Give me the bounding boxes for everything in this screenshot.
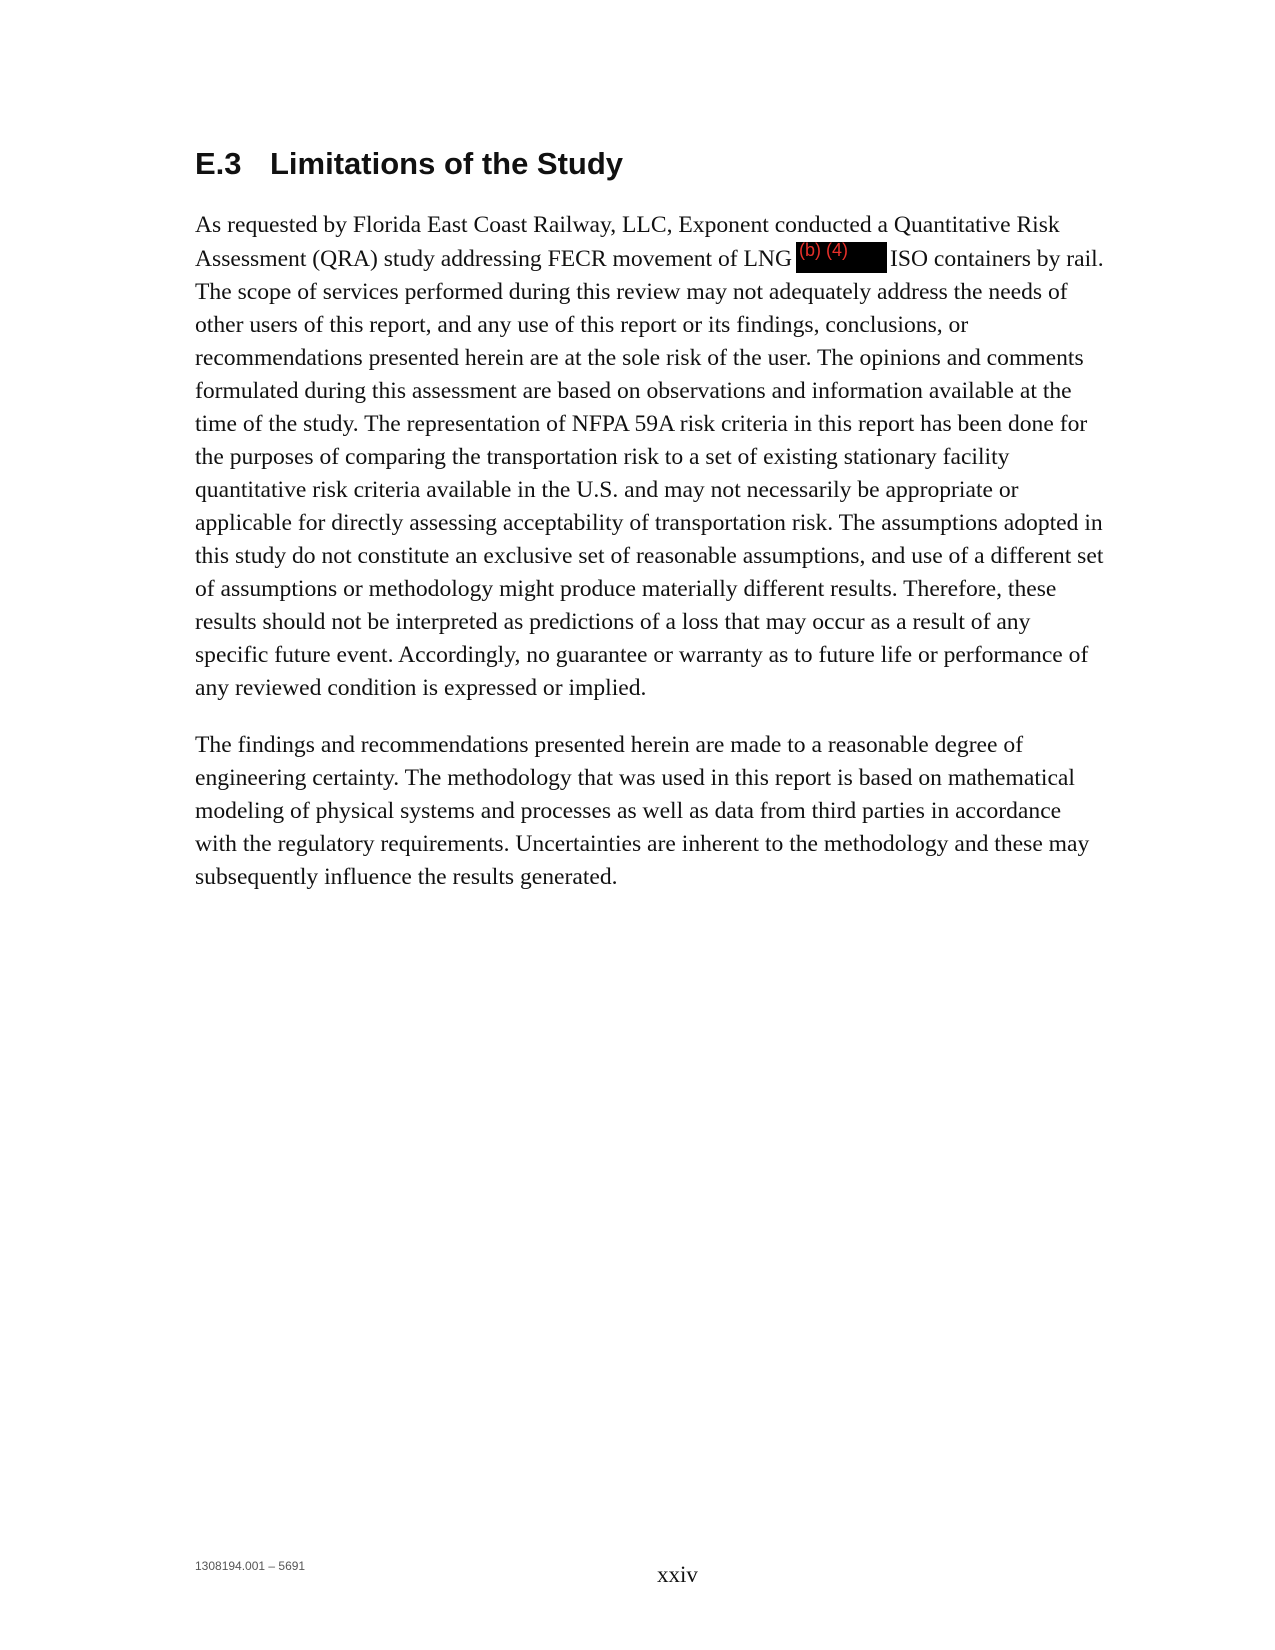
line-text: Assessment (QRA) study addressing FECR movement of LNG (195, 246, 793, 272)
redaction-code: (b) (4) (799, 240, 849, 260)
paragraph-line: quantitative risk criteria available in the U.S. and may not necessarily be appropriate or (195, 477, 1019, 503)
paragraph-line: formulated during this assessment are based on observations and information available at the (195, 378, 1072, 404)
paragraph-line: the purposes of comparing the transportation risk to a set of existing stationary facility (195, 444, 1010, 470)
paragraph-line: of assumptions or methodology might produce materially different results. Therefore, these (195, 576, 1057, 602)
document-number: 1308194.001 – 5691 (195, 1559, 306, 1573)
section-heading (195, 146, 623, 182)
paragraph-line: modeling of physical systems and processes as well as data from third parties in accordance (195, 798, 1062, 824)
paragraph-line: specific future event. Accordingly, no guarantee or warranty as to future life or performance of (195, 642, 1089, 668)
paragraph-line: with the regulatory requirements. Uncertainties are inherent to the methodology and these may (195, 831, 1090, 857)
paragraph-line: recommendations presented herein are at the sole risk of the user. The opinions and comments (195, 345, 1084, 371)
paragraph-line: engineering certainty. The methodology that was used in this report is based on mathematical (195, 765, 1075, 791)
paragraph-line (195, 242, 1175, 276)
section-title: Limitations of the Study (270, 146, 624, 181)
paragraph-line: subsequently influence the results generated. (195, 864, 618, 890)
paragraph-line: results should not be interpreted as predictions of a loss that may occur as a result of any (195, 609, 1031, 635)
redaction-box (796, 242, 887, 273)
findings-paragraph (195, 729, 1175, 894)
page-number: xxiv (657, 1562, 698, 1587)
paragraph-line: The findings and recommendations presented herein are made to a reasonable degree of (195, 732, 1024, 758)
paragraph-line: The scope of services performed during this review may not adequately address the needs of (195, 279, 1068, 305)
paragraph-line: applicable for directly assessing acceptability of transportation risk. The assumptions adopted in (195, 510, 1103, 536)
paragraph-line: As requested by Florida East Coast Railway, LLC, Exponent conducted a Quantitative Risk (195, 212, 1060, 238)
paragraph-line: time of the study. The representation of NFPA 59A risk criteria in this report has been done for (195, 411, 1088, 437)
limitations-paragraph (195, 209, 1175, 705)
paragraph-line: any reviewed condition is expressed or implied. (195, 675, 647, 701)
section-number: E.3 (195, 146, 242, 181)
paragraph-line: other users of this report, and any use of this report or its findings, conclusions, or (195, 312, 969, 338)
line-text: ISO containers by rail. (890, 246, 1104, 272)
paragraph-line: this study do not constitute an exclusive set of reasonable assumptions, and use of a different set (195, 543, 1104, 569)
